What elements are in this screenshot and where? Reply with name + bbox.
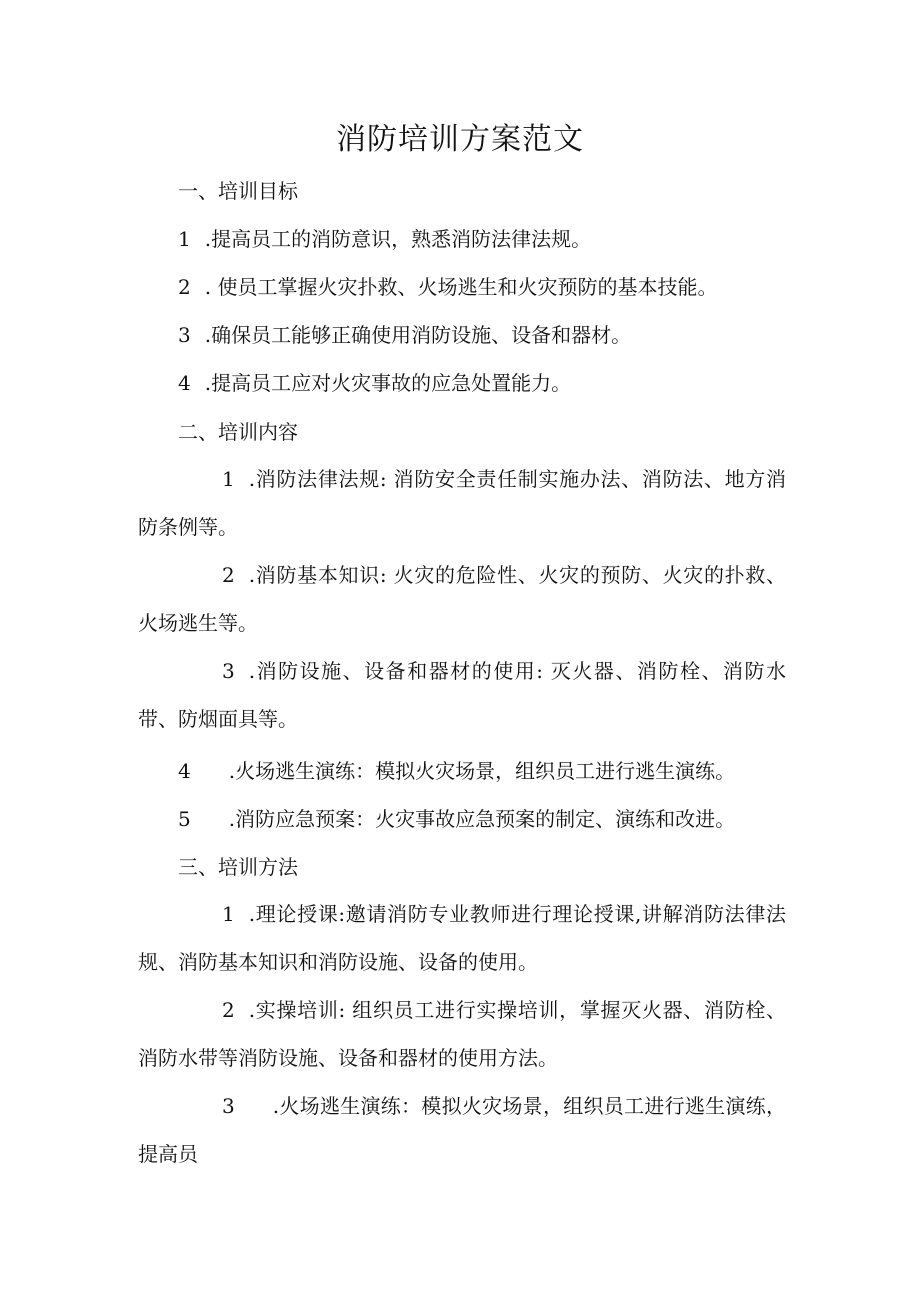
item-text: .消防法律法规: 消防安全责任制实施办法、消防法、地方消防条例等。 — [138, 467, 786, 539]
section-heading-3: 三、培训方法 — [178, 855, 298, 879]
item-text: .消防基本知识: 火灾的危险性、火灾的预防、火灾的扑救、火场逃生等。 — [138, 563, 786, 635]
item-number: 1 — [222, 902, 235, 926]
list-item — [178, 273, 717, 301]
item-number: 5 — [178, 807, 191, 831]
item-number: 2 — [222, 998, 235, 1022]
item-text: . 使员工掌握火灾扑救、火场逃生和火灾预防的基本技能。 — [204, 275, 718, 299]
item-text: .消防设施、设备和器材的使用: 灭火器、消防栓、消防水带、防烟面具等。 — [138, 659, 786, 731]
item-number: 4 — [178, 371, 191, 395]
item-number: 1 — [222, 467, 235, 491]
list-item — [178, 225, 591, 253]
page-title: 消防培训方案范文 — [336, 122, 584, 157]
list-item — [138, 647, 786, 743]
item-number: 3 — [178, 323, 191, 347]
item-number: 3 — [222, 659, 235, 683]
list-item — [178, 805, 735, 833]
section-heading-2: 二、培训内容 — [178, 420, 298, 444]
item-text: .实操培训: 组织员工进行实操培训，掌握灭火器、消防栓、消防水带等消防设施、设备和器材的使用方法。 — [138, 998, 786, 1070]
item-number: 2 — [178, 275, 191, 299]
list-item — [178, 757, 735, 785]
item-text: .火场逃生演练：模拟火灾场景，组织员工进行逃生演练。 — [228, 759, 736, 783]
item-number: 2 — [222, 563, 235, 587]
list-item — [138, 1082, 786, 1178]
section-heading-1: 一、培训目标 — [178, 179, 298, 203]
list-item — [138, 986, 786, 1082]
list-item — [138, 551, 786, 647]
item-text: .理论授课:邀请消防专业教师进行理论授课,讲解消防法律法规、消防基本知识和消防设施、设备的使用。 — [138, 902, 786, 974]
item-text: .提高员工的消防意识，熟悉消防法律法规。 — [204, 227, 592, 251]
item-text: .确保员工能够正确使用消防设施、设备和器材。 — [204, 323, 632, 347]
list-item — [138, 890, 786, 986]
item-text: .火场逃生演练：模拟火灾场景，组织员工进行逃生演练，提高员 — [138, 1094, 786, 1166]
item-text: .提高员工应对火灾事故的应急处置能力。 — [204, 371, 572, 395]
item-number: 1 — [178, 227, 191, 251]
list-item — [178, 369, 571, 397]
item-number: 4 — [178, 759, 191, 783]
item-number: 3 — [222, 1094, 235, 1118]
list-item — [138, 455, 786, 551]
list-item — [178, 321, 631, 349]
item-text: .消防应急预案：火灾事故应急预案的制定、演练和改进。 — [228, 807, 736, 831]
